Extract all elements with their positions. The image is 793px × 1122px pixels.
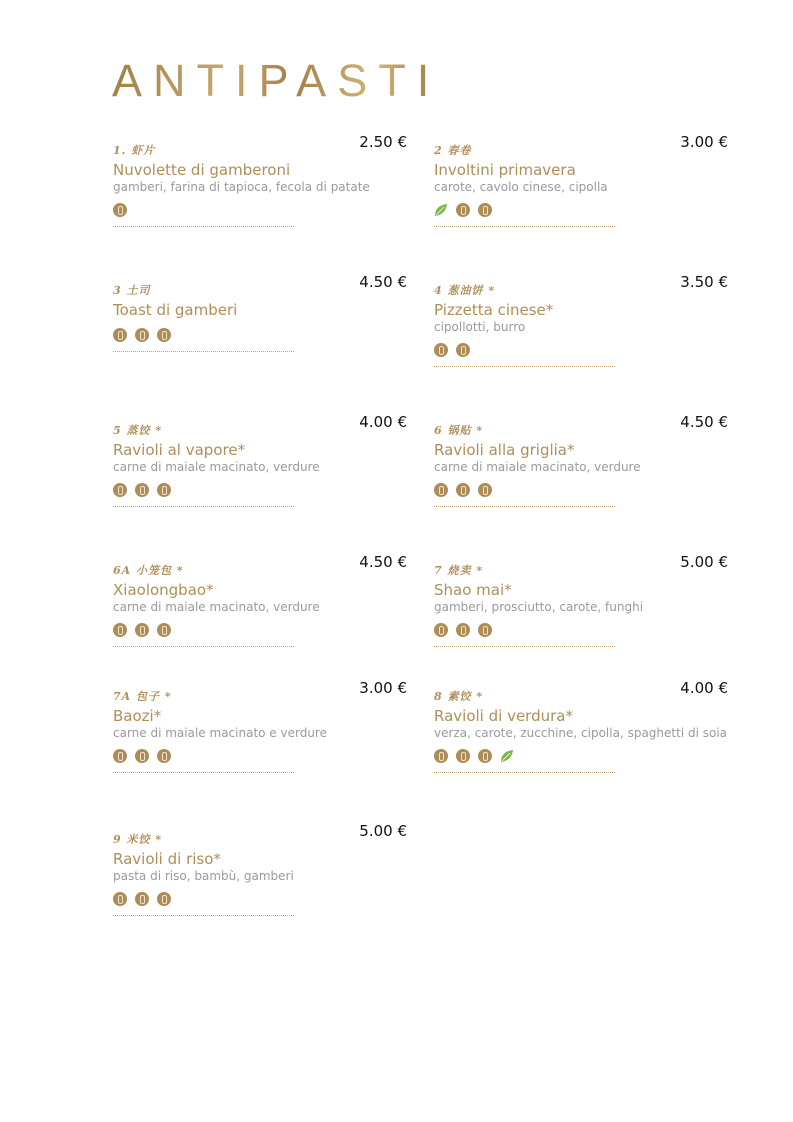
crustacean-allergen-icon bbox=[478, 623, 492, 637]
item-code: 8 素饺 * bbox=[434, 690, 484, 703]
egg-allergen-icon bbox=[456, 623, 470, 637]
item-name: Pizzetta cinese* bbox=[434, 301, 554, 319]
item-name: Shao mai* bbox=[434, 581, 512, 599]
egg-allergen-icon bbox=[135, 749, 149, 763]
gluten-allergen-icon bbox=[434, 343, 448, 357]
gluten-allergen-icon bbox=[434, 623, 448, 637]
allergen-icons bbox=[434, 749, 730, 763]
allergen-icons bbox=[113, 623, 409, 637]
item-code: 1. 虾片 bbox=[113, 144, 156, 157]
menu-item-toast-di-gamberi bbox=[113, 273, 409, 352]
crustacean-allergen-icon bbox=[157, 892, 171, 906]
gluten-allergen-icon bbox=[434, 749, 448, 763]
item-divider bbox=[434, 772, 615, 773]
allergen-icons bbox=[434, 483, 730, 497]
item-price: 5.00 € bbox=[359, 822, 407, 840]
item-divider bbox=[113, 646, 294, 647]
item-code: 9 米饺 * bbox=[113, 833, 163, 846]
gluten-allergen-icon bbox=[456, 203, 470, 217]
menu-item-nuvolette-di-gamberoni bbox=[113, 133, 409, 227]
gluten-allergen-icon bbox=[113, 483, 127, 497]
allergen-icons bbox=[434, 203, 730, 217]
item-description: cipollotti, burro bbox=[434, 320, 526, 334]
menu-item-pizzetta-cinese bbox=[434, 273, 730, 367]
item-name: Baozi* bbox=[113, 707, 162, 725]
item-divider bbox=[113, 226, 294, 227]
item-divider bbox=[434, 226, 615, 227]
item-description: carote, cavolo cinese, cipolla bbox=[434, 180, 608, 194]
item-code: 7A 包子 * bbox=[113, 690, 172, 703]
item-code: 7 烧卖 * bbox=[434, 564, 484, 577]
crustacean-allergen-icon bbox=[157, 328, 171, 342]
item-price: 3.00 € bbox=[359, 679, 407, 697]
item-price: 2.50 € bbox=[359, 133, 407, 151]
item-name: Ravioli alla griglia* bbox=[434, 441, 575, 459]
menu-item-xiaolongbao bbox=[113, 553, 409, 647]
soy-allergen-icon bbox=[478, 483, 492, 497]
item-divider bbox=[113, 506, 294, 507]
item-price: 4.50 € bbox=[359, 273, 407, 291]
item-price: 5.00 € bbox=[680, 553, 728, 571]
item-name: Ravioli di verdura* bbox=[434, 707, 573, 725]
item-divider bbox=[434, 366, 615, 367]
item-price: 4.00 € bbox=[359, 413, 407, 431]
menu-item-ravioli-alla-griglia bbox=[434, 413, 730, 507]
item-divider bbox=[434, 506, 615, 507]
soy-allergen-icon bbox=[157, 749, 171, 763]
allergen-icons bbox=[434, 623, 730, 637]
item-divider bbox=[113, 351, 294, 352]
item-divider bbox=[113, 915, 294, 916]
item-name: Ravioli al vapore* bbox=[113, 441, 246, 459]
item-code: 4 葱油饼 * bbox=[434, 284, 496, 297]
allergen-icons bbox=[113, 203, 409, 217]
egg-allergen-icon bbox=[456, 749, 470, 763]
item-name: Toast di gamberi bbox=[113, 301, 238, 319]
menu-item-ravioli-di-verdura bbox=[434, 679, 730, 773]
egg-allergen-icon bbox=[456, 483, 470, 497]
item-code: 6A 小笼包 * bbox=[113, 564, 184, 577]
crustacean-allergen-icon bbox=[113, 203, 127, 217]
menu-item-involtini-primavera bbox=[434, 133, 730, 227]
item-price: 4.50 € bbox=[359, 553, 407, 571]
item-description: pasta di riso, bambù, gamberi bbox=[113, 869, 294, 883]
item-price: 4.00 € bbox=[680, 679, 728, 697]
item-code: 6 锅贴 * bbox=[434, 424, 484, 437]
allergen-icons bbox=[434, 343, 730, 357]
menu-title: ANTIPASTI bbox=[112, 55, 441, 106]
item-name: Involtini primavera bbox=[434, 161, 576, 179]
item-name: Xiaolongbao* bbox=[113, 581, 214, 599]
item-description: verza, carote, zucchine, cipolla, spaghetti di soia bbox=[434, 726, 728, 740]
vegetarian-leaf-icon bbox=[434, 203, 448, 217]
gluten-allergen-icon bbox=[434, 483, 448, 497]
gluten-allergen-icon bbox=[113, 749, 127, 763]
item-description: carne di maiale macinato e verdure bbox=[113, 726, 327, 740]
item-price: 3.50 € bbox=[680, 273, 728, 291]
item-description: carne di maiale macinato, verdure bbox=[434, 460, 641, 474]
item-name: Nuvolette di gamberoni bbox=[113, 161, 291, 179]
soy-allergen-icon bbox=[157, 483, 171, 497]
soy-allergen-icon bbox=[157, 623, 171, 637]
allergen-icons bbox=[113, 483, 409, 497]
gluten-allergen-icon bbox=[113, 892, 127, 906]
allergen-icons bbox=[113, 892, 409, 906]
soy-allergen-icon bbox=[478, 203, 492, 217]
egg-allergen-icon bbox=[135, 892, 149, 906]
allergen-icons bbox=[113, 328, 409, 342]
vegetarian-leaf-icon bbox=[500, 749, 514, 763]
allergen-icons bbox=[113, 749, 409, 763]
milk-allergen-icon bbox=[456, 343, 470, 357]
item-price: 3.00 € bbox=[680, 133, 728, 151]
item-description: gamberi, prosciutto, carote, funghi bbox=[434, 600, 644, 614]
gluten-allergen-icon bbox=[113, 328, 127, 342]
gluten-allergen-icon bbox=[113, 623, 127, 637]
item-name: Ravioli di riso* bbox=[113, 850, 221, 868]
item-price: 4.50 € bbox=[680, 413, 728, 431]
item-code: 5 蒸饺 * bbox=[113, 424, 163, 437]
egg-allergen-icon bbox=[135, 483, 149, 497]
menu-item-shao-mai bbox=[434, 553, 730, 647]
item-divider bbox=[434, 646, 615, 647]
item-code: 2 春卷 bbox=[434, 144, 472, 157]
egg-allergen-icon bbox=[135, 623, 149, 637]
item-description: gamberi, farina di tapioca, fecola di patate bbox=[113, 180, 370, 194]
item-code: 3 土司 bbox=[113, 284, 151, 297]
menu-item-ravioli-di-riso bbox=[113, 822, 409, 916]
menu-item-ravioli-al-vapore bbox=[113, 413, 409, 507]
item-description: carne di maiale macinato, verdure bbox=[113, 460, 320, 474]
item-divider bbox=[113, 772, 294, 773]
egg-allergen-icon bbox=[135, 328, 149, 342]
soy-allergen-icon bbox=[478, 749, 492, 763]
menu-item-baozi bbox=[113, 679, 409, 773]
item-description: carne di maiale macinato, verdure bbox=[113, 600, 320, 614]
